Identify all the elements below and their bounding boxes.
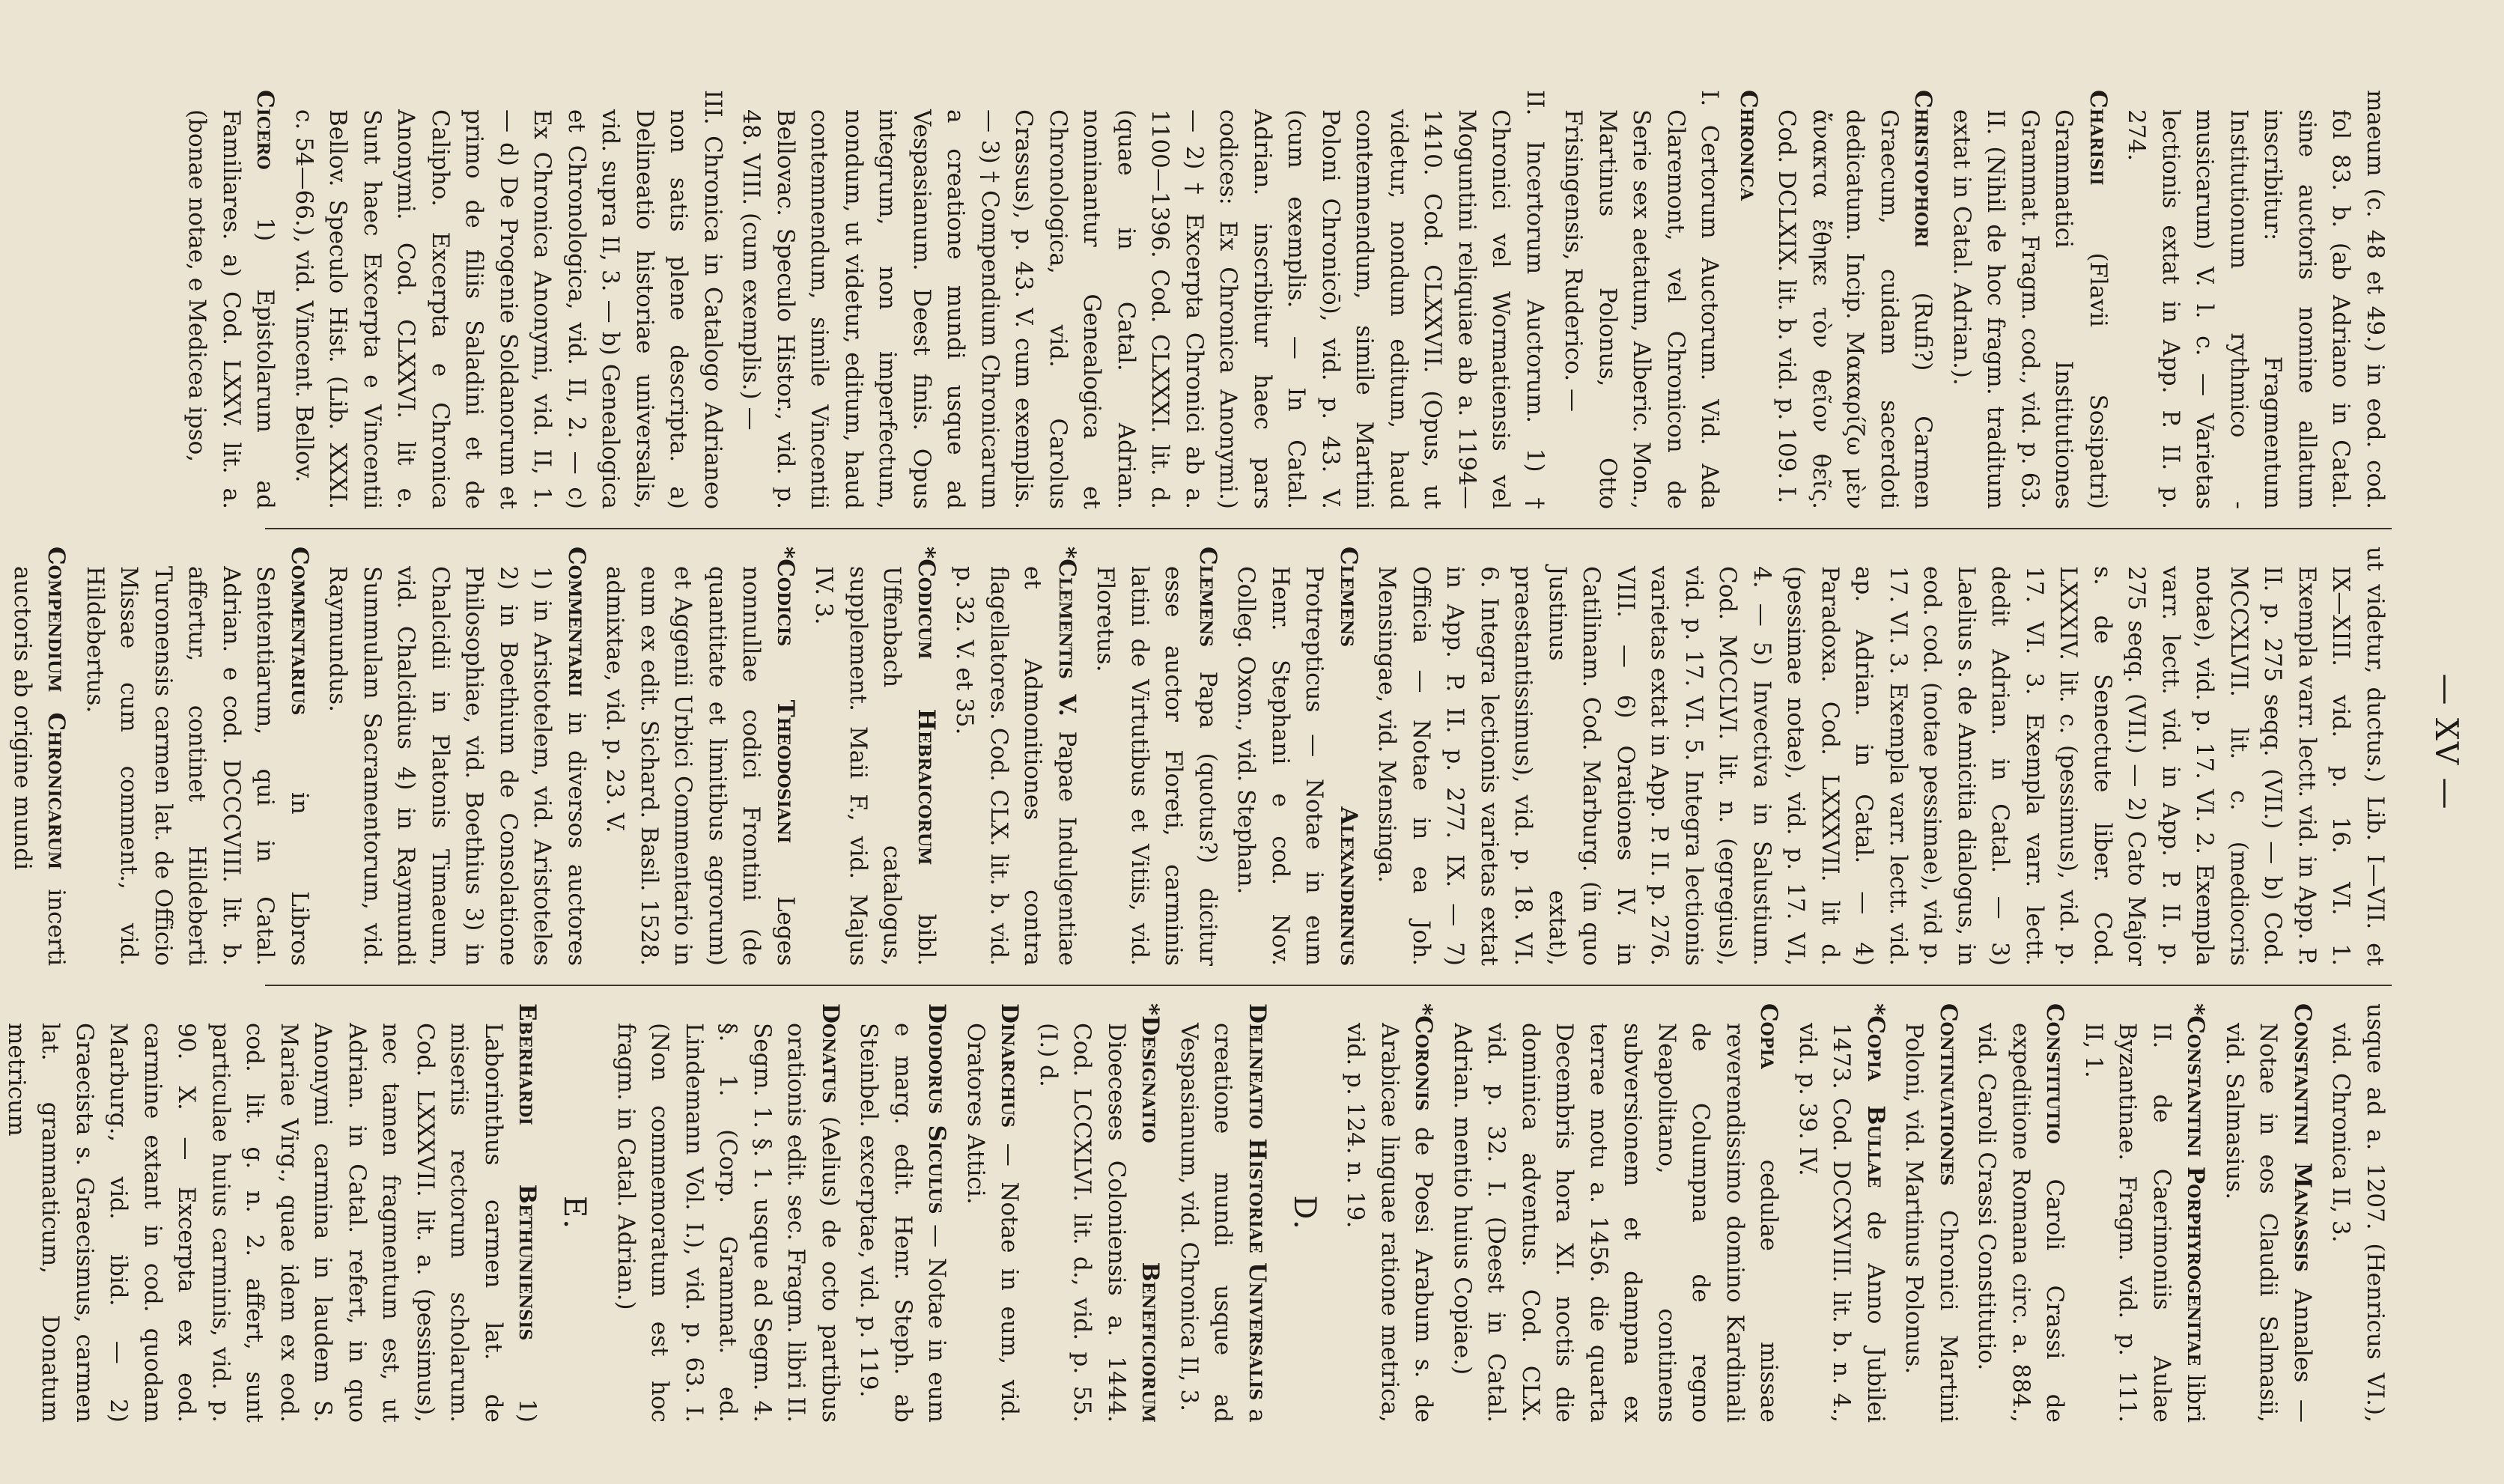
index-entry [851, 1003, 954, 1423]
index-entry [1731, 90, 1766, 509]
entry-headword: Chronica [1735, 90, 1762, 201]
index-entry [598, 547, 802, 966]
entry-text: (Rufi?) Carmen Graecum, cuidam sacerdoti dedicatum. Incip. Μακαρίζω μὲν ἄνακτα ἔθηκε τὸν θεῖον θεῖς. Cod. DCLXIX. lit. b. vid. p. 109. I. [1773, 109, 1937, 510]
index-entry [1969, 1003, 2072, 1423]
entry-headword: Constantini Porphyrogenitae [2182, 1015, 2210, 1366]
index-entry [2324, 1003, 2392, 1423]
entry-text: ut videtur, ductus.) Lib. I—VII. et IX—XIII. vid. p. 16. VI. 1. Exempla varr. lectt. vid. in App. P. II. p. 275 seqq. (VII.) — b) Cod. MCCXLVII. lit. c. (mediocris notae), vid. p. 17. VI. 2. Exempla varr. lectt. vid. in App. P. II. p. 275 seqq. (VII.) — 2) Cato Major s. de Senectute liber. Cod. LXXXIV. lit. c. (pessimus), vid. p. 17. VI. 3. Exempla varr. lectt. dedit Adrian. in Catal. — 3) Laelius s. de Amicitia dialogus, in eod. cod. (notae pessimae), vid p. 17. VI. 3. Exempla varr. lectt. vid. ap. Adrian. in Catal. — 4) Paradoxa. Cod. LXXXVII. lit d. (pessimae notae), vid. p. 17. VI, 4. — 5) Invectiva in Salustium. Cod. MCCLVI. lit. n. (egregius), vid. p. 17. VI. 5. Integra lectionis varietas extat in App. P. II. p. 276. VIII. — 6) Orationes IV. in Catilinam. Cod. Marburg. (in quo Justinus extat), praestantissimus), vid. p. 18. VI. 6. Integra lectionis varietas extat in App. P. II. p. 277. IX. — 7) Officia — Notae in ea Joh. Mensingae, vid. Mensinga. [1373, 547, 2389, 966]
entry-text: Papae Indulgentiae et Admonitiones contra flagellatores. Cod. CLX. lit. b. vid. p. 32. V. et 35. [951, 566, 1081, 966]
entry-headword: Commentarius [286, 547, 313, 716]
index-entry [1769, 90, 1940, 509]
entry-text: — Notae in eum, vid. Oratores Attici. [962, 1023, 1024, 1423]
asterisk-marker: * [1137, 1003, 1164, 1016]
index-entry [287, 90, 730, 509]
index-entry [0, 1003, 544, 1423]
index-entry [1370, 547, 2392, 966]
entry-headword: Copia [1755, 1003, 1783, 1069]
entry-text: incerti auctoris ab origine mundi [9, 566, 70, 966]
entry-headword: Christophori [1909, 90, 1937, 248]
entry-headword: Continuationes [1935, 1003, 1962, 1186]
index-entry [180, 90, 282, 509]
entry-text: a creatione mundi usque ad Vespasianum, vid. Chronica II, 3. [1176, 1023, 1271, 1423]
entry-headword: Commentarii [563, 547, 590, 697]
index-entry [947, 547, 1084, 966]
index-entry [1556, 90, 1727, 509]
index-entry [734, 90, 1552, 509]
entry-text: II. Incertorum Auctorum. 1) † Chronici vel Wormatiensis vel Moguntini reliquiae ab a. 1194—1410. Cod. CLXXVII. (Opus, ut videtur, nondum editum, haud contemnendum, simile Martini Poloni Chronicō), vid. p. 43. V. (cum exemplis. — In Catal. Adrian. inscribitur haec pars codices: Ex Chronica Anonymi.) — 2) † Excerpta Chronici ab a. 1100—1396. Cod. CLXXXI. lit. d. (quae in Catal. Adrian. nominantur Genealogica et Chronologica, vid. Carolus Crassus), p. 43. V. cum exemplis. — 3) † Compendium Chronicarum a creatione mundi usque ad Vespasianum. Deest finis. Opus integrum, non imperfectum, nondum, ut videtur, editum, haud contemnendum, simile Vincentii Bellovac. Speculo Histor., vid. p. 48. VIII. (cum exemplis.) — [738, 90, 1549, 509]
index-entry [1088, 547, 1224, 966]
asterisk-marker: * [913, 547, 940, 559]
entry-headword: Codicis Theodosiani [772, 559, 799, 844]
entry-text: Leges nonnullae codici Frontini (de quantitate et limitibus agrorum) et Aggenii Urbici Commentario in eum ex edit. Sichard. Basil. 1528. admixtae, vid. p. 23. V. [601, 566, 799, 966]
entry-headword: Constantini Manassis [2289, 1003, 2316, 1272]
column-divider [265, 528, 2392, 529]
entry-headword: Diodorus Siculus [923, 1003, 951, 1214]
asterisk-marker: * [1410, 1003, 1438, 1016]
entry-text: in diversos auctores 1) in Aristotelem, vid. Aristoteles 2) in Boethium de Consolatione Philosophiae, vid. Boethius 3) in Chalcidii in Platonis Timaeum, vid. Chalcidius 4) in Raymundi Summulam Sacramentorum, vid. Raymundus. [324, 566, 590, 966]
text-column-2 [9, 547, 2392, 967]
entry-headword: Eberhardi Bethuniensis [514, 1003, 541, 1341]
entry-headword: Constitutio [2041, 1003, 2069, 1144]
index-entry [1445, 1003, 1786, 1423]
entry-headword: Designatio Beneficiorum [1137, 1015, 1164, 1423]
entry-headword: Clementis V. [1054, 559, 1081, 717]
entry-text: maeum (c. 48 et 49.) in eod. cod. fol 83. b. (ab Adriano in Catal. sine auctoris nomine allatum inscribitur: Fragmentum Institutionum rythmico - musicarum) V. l. c. — Varietas lectionis extat in App. P. II. p. 274. [2123, 90, 2389, 509]
page-number: — XV — [2428, 673, 2465, 811]
entry-headword: Dinarchus [996, 1003, 1024, 1128]
text-column-3 [3, 1003, 2392, 1423]
entry-headword: Copia Bullae [1862, 1015, 1889, 1188]
asterisk-marker: * [772, 547, 799, 559]
text-column-1 [70, 90, 2392, 509]
column-divider [265, 985, 2392, 986]
entry-headword: Clemens Alexandrinus [1335, 547, 1362, 966]
index-entry [1897, 1003, 1965, 1423]
index-entry [806, 547, 943, 966]
asterisk-marker: * [1862, 1003, 1889, 1016]
index-entry [1172, 1003, 1274, 1423]
entry-text: cedulae missae reverendissimo domino Kardinali de Columpna de regno Neapolitano, continens subversionem et dampna ex terrae motu a. 1456. die quarta Decembris hora XI. noctis die dominica adventus. Cod. CLX. vid. p. 32. I. (Deest in Catal. Adrian. mentio huius Copiae.) [1449, 1023, 1783, 1423]
entry-text: usque ad a. 1207. (Henricus VI.), vid. Chronica II, 3. [2327, 1003, 2389, 1423]
index-entry [1229, 547, 1365, 966]
entry-text: 1) Epistolarum ad Familiares. a) Cod. LXXV. lit. a. (bonae notae, e Medicea ipso, [183, 109, 279, 509]
entry-headword: Charisii [2085, 90, 2112, 186]
entry-headword: Clemens [1194, 547, 1221, 648]
index-entry [2217, 1003, 2320, 1423]
asterisk-marker: * [2182, 1003, 2210, 1016]
index-entry [609, 1003, 848, 1423]
entry-headword: Cicero [252, 90, 279, 170]
index-entry [78, 547, 317, 966]
entry-text: (Flavii Sosipatri) Grammatici Institutiones Grammat. Fragm. cod., vid. p. 63. II. (Nihil de hoc fragm. traditum extat in Catal. Adrian.). [1948, 109, 2112, 509]
entry-text: Chronici Martini Poloni, vid. Martinus Polonus. [1900, 1023, 1962, 1423]
index-entry [1031, 1003, 1167, 1423]
entry-text: Protrepticus — Notae in eum Henr. Stephani e cod. Nov. Colleg. Oxon., vid. Stephan. [1233, 566, 1328, 966]
entry-text: Caroli Crassi de expeditione Romana circ. a. 884., vid. Caroli Crassi Constitutio. [1973, 1023, 2069, 1423]
index-entry [320, 547, 593, 966]
entry-text: libri II. de Caerimoniis Aulae Byzantinae. Fragm. vid. p. 111. II, 1. [2080, 1023, 2210, 1423]
asterisk-marker: * [1054, 547, 1081, 559]
index-entry [1338, 1003, 1441, 1423]
index-entry [1945, 90, 2115, 509]
index-entry [2119, 90, 2392, 509]
entry-text: Dioeceses Coloniensis a. 1444. Cod. LCCXLVI. lit. d., vid. p. 55. (I.) d. [1035, 1023, 1130, 1423]
entry-headword: Donatus [817, 1003, 844, 1104]
index-entry [1790, 1003, 1893, 1423]
entry-text: Papa (quotus?) dicitur esse auctor Floreti, carminis latini de Virtutibus et Vitiis, vid. Floretus. [1092, 566, 1221, 967]
entry-text: — Notae in eum e marg. edit. Henr. Steph. ab Steinbel. excerptae, vid. p. 119. [855, 1023, 951, 1423]
entry-text: in Libros Sententiarum, qui in Catal. Adrian. e cod. DCCCVIII. lit. b. affertur, continet Hildeberti Turonensis carmen lat. de Officio Missae cum comment., vid. Hildebertus. [82, 566, 313, 966]
entry-text: (Aelius) de octo partibus orationis edit. sec. Fragm. libri II. Segm. 1. §. 1. usque ad Segm. 4. §. 1. (Corp. Grammat. ed. Lindemann Vol. I.), vid. p. 63. I. (Non commemoratum est hoc fragm. in Catal. Adrian.) [613, 1023, 844, 1423]
entry-headword: Delineatio Historiae Universalis [1244, 1003, 1271, 1401]
entry-text: de Poesi Arabum s. de Arabicae linguae ratione metrica, vid. p. 124. n. 19. [1342, 1023, 1438, 1423]
section-heading: E. [557, 1196, 592, 1230]
entry-text: I. Certorum Auctorum. Vid. Ada Claremont, vel Chronicon de Serie sex aetatum, Alberic. Mon., Martinus Polonus, Otto Frisingensis, Ruderico. — [1560, 90, 1724, 509]
section-heading: D. [1287, 1195, 1322, 1231]
entry-text: de Anno Jubilei 1473. Cod. DCCXVIII. lit. b. n. 4., vid. p. 39. IV. [1794, 1023, 1889, 1423]
entry-headword: Compendium Chronicarum [43, 547, 70, 870]
entry-headword: Coronis [1410, 1015, 1438, 1111]
entry-text: III. Chronica in Catalogo Adrianeo non satis plene descripta. a) Delineatio historiae universalis, vid. supra II, 3. — b) Genealogica et Chronologica, vid. II, 2. — c) Ex Chronica Anonymi, vid. II, 1. — d) De Progenie Soldanorum et primo de filiis Saladini et de Calipho. Excerpta e Chronica Anonymi. Cod. CLXXVI. lit e. Sunt haec Excerpta e Vincentii Bellov. Speculo Hist. (Lib. XXXI. c. 54—66.), vid. Vincent. Bellov. [291, 90, 726, 509]
index-entry [2076, 1003, 2213, 1423]
entry-text: Annales — Notae in eos Claudii Salmasii, vid. Salmasius. [2221, 1023, 2316, 1423]
index-entry [958, 1003, 1027, 1423]
entry-headword: Codicum Hebraicorum [913, 559, 940, 866]
entry-text: 1) Laborinthus carmen lat. de miseriis rectorum scholarum. Cod. LXXXVII. lit. a. (pessimus), nec tamen fragmentum est, ut Adrian. in Catal. refert, in quo Anonymi carmina in laudem S. Mariae Virg., quae idem ex eod. cod. lit. g. n. 2. affert, sunt particulae huius carminis, vid. p. 90. X. — Excerpta ex eod. carmine extant in cod. quodam Marburg., vid. ibid. — 2) Graecista s. Graecismus, carmen lat. grammaticum, Donatum metricum [3, 1023, 541, 1423]
index-entry [5, 547, 73, 966]
entry-text: bibl. Uffenbach catalogus, supplement. Maii F., vid. Majus IV. 3. [810, 566, 940, 967]
